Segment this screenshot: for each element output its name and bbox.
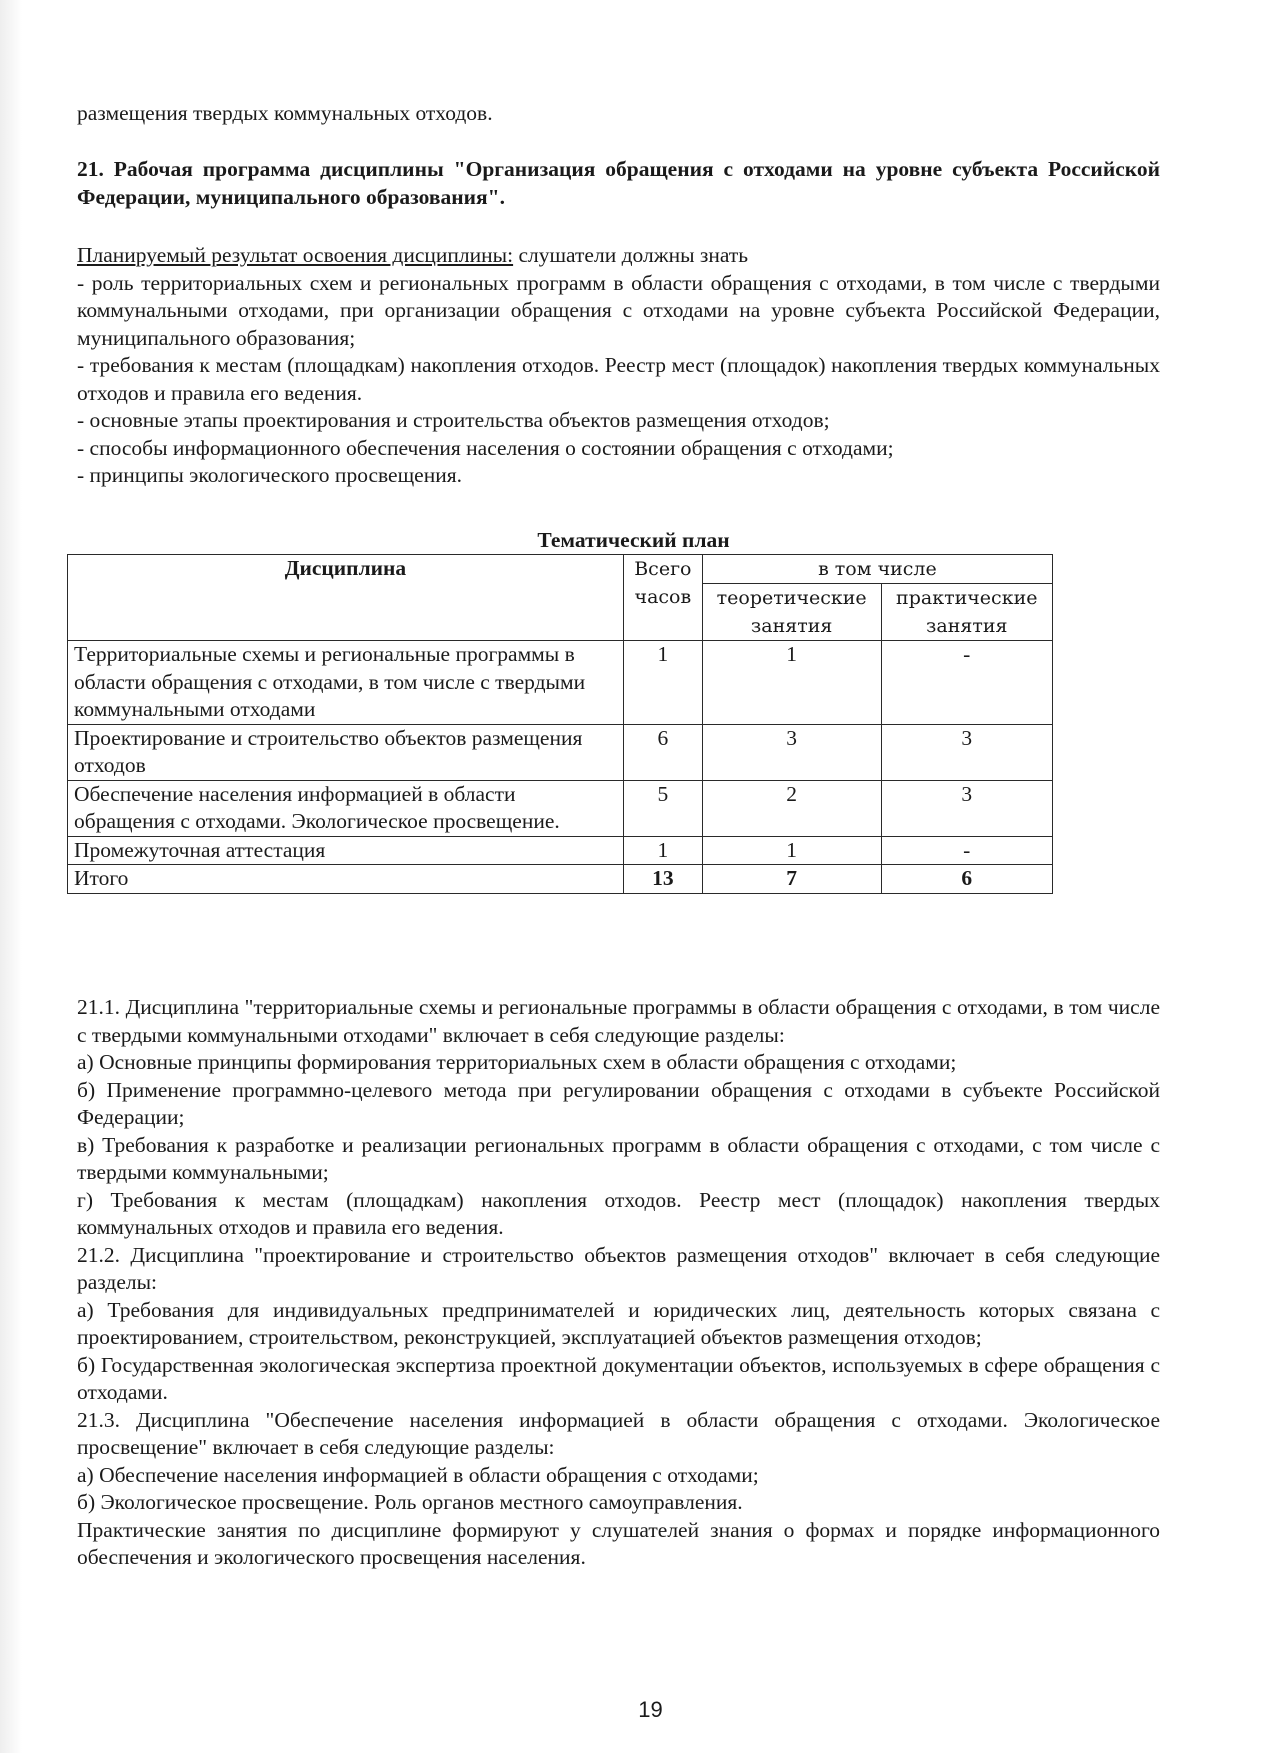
- total-practice-hours: 6: [881, 865, 1052, 894]
- row-theory-hours: 1: [702, 836, 881, 865]
- header-total-line2: часов: [634, 586, 692, 608]
- row-practice-hours: -: [881, 836, 1052, 865]
- table-header-row: [68, 555, 1053, 584]
- header-theory: [702, 584, 881, 641]
- header-total-line1: Всего: [634, 558, 692, 580]
- table-row: [68, 724, 1053, 780]
- row-practice-hours: 3: [881, 780, 1052, 836]
- section-paragraph: 21.3. Дисциплина "Обеспечение населения информацией в области обращения с отходами. Экологическое просвещение" включает в себя следующие разделы:: [77, 1407, 1160, 1459]
- total-hours: 13: [623, 865, 702, 894]
- row-practice-hours: -: [881, 641, 1052, 725]
- section-paragraph: б) Государственная экологическая экспертиза проектной документации объектов, используемых в сфере обращения с отходами.: [77, 1352, 1160, 1404]
- scan-edge-shadow: [0, 0, 22, 1753]
- row-discipline-name: Обеспечение населения информацией в области обращения с отходами. Экологическое просвещение.: [68, 780, 624, 836]
- outcomes-lead-underlined: Планируемый результат освоения дисциплины:: [77, 243, 514, 267]
- outcomes-lead: [77, 242, 1160, 270]
- total-label: Итого: [68, 865, 624, 894]
- section-paragraph: г) Требования к местам (площадкам) накопления отходов. Реестр мест (площадок) накопления твердых коммунальных отходов и правила его ведения.: [77, 1187, 1160, 1239]
- row-discipline-name: Проектирование и строительство объектов размещения отходов: [68, 724, 624, 780]
- learning-outcomes: [77, 242, 1160, 490]
- section-paragraph: 21.2. Дисциплина "проектирование и строительство объектов размещения отходов" включает в себя следующие разделы:: [77, 1242, 1160, 1294]
- continuation-line: размещения твердых коммунальных отходов.: [77, 101, 493, 125]
- section-paragraph: б) Экологическое просвещение. Роль органов местного самоуправления.: [77, 1490, 743, 1514]
- outcome-item: - принципы экологического просвещения.: [77, 463, 462, 487]
- header-discipline: Дисциплина: [68, 555, 624, 641]
- row-total-hours: 1: [623, 641, 702, 725]
- thematic-plan-title: Тематический план: [537, 528, 730, 552]
- row-theory-hours: 1: [702, 641, 881, 725]
- row-total-hours: 1: [623, 836, 702, 865]
- page-number-text: 19: [638, 1697, 663, 1722]
- table-row: [68, 780, 1053, 836]
- outcomes-lead-rest: слушатели должны знать: [513, 243, 749, 267]
- row-practice-hours: 3: [881, 724, 1052, 780]
- outcome-item: - требования к местам (площадкам) накопления отходов. Реестр мест (площадок) накопления твердых коммунальных отходов и правила его ведения.: [77, 353, 1160, 405]
- header-total-hours: [623, 555, 702, 641]
- section-paragraph: Практические занятия по дисциплине формируют у слушателей знания о формах и порядке информационного обеспечения и экологического просвещения населения.: [77, 1517, 1160, 1569]
- section-heading: 21. Рабочая программа дисциплины "Организация обращения с отходами на уровне субъекта Российской Федерации, муниципального образования".: [77, 157, 1160, 209]
- outcome-item: - роль территориальных схем и региональных программ в области обращения с отходами, в том числе с твердыми коммунальными отходами, при организации обращения с отходами на уровне субъекта Российской Федерации, муниципального образования;: [77, 270, 1160, 350]
- row-discipline-name: Территориальные схемы и региональные программы в области обращения с отходами, в том числе с твердыми коммунальными отходами: [68, 641, 624, 725]
- section-paragraph: а) Обеспечение населения информацией в области обращения с отходами;: [77, 1462, 759, 1487]
- section-paragraph: а) Основные принципы формирования территориальных схем в области обращения с отходами;: [77, 1050, 957, 1074]
- header-including: в том числе: [702, 555, 1052, 584]
- total-theory-hours: 7: [702, 865, 881, 894]
- header-practice: [881, 584, 1052, 641]
- page-number: [77, 1696, 1160, 1724]
- table-row: [68, 836, 1053, 865]
- section-paragraph: в) Требования к разработке и реализации региональных программ в области обращения с отходами, с том числе с твердыми коммунальными;: [77, 1132, 1160, 1184]
- row-theory-hours: 3: [702, 724, 881, 780]
- outcome-item: - способы информационного обеспечения населения о состоянии обращения с отходами;: [77, 435, 894, 460]
- header-practice-line1: практические: [896, 587, 1038, 609]
- row-total-hours: 6: [623, 724, 702, 780]
- discipline-sections: [77, 994, 1160, 1572]
- thematic-plan-table: [67, 554, 1053, 894]
- table-total-row: [68, 865, 1053, 894]
- outcome-item: - основные этапы проектирования и строительства объектов размещения отходов;: [77, 408, 830, 432]
- section-paragraph: 21.1. Дисциплина "территориальные схемы и региональные программы в области обращения с отходами, в том числе с твердыми коммунальными отходами" включает в себя следующие разделы:: [77, 995, 1160, 1047]
- row-discipline-name: Промежуточная аттестация: [68, 836, 624, 865]
- table-row: [68, 641, 1053, 725]
- header-theory-line2: занятия: [750, 615, 833, 637]
- header-practice-line2: занятия: [926, 615, 1008, 637]
- header-theory-line1: теоретические: [716, 587, 867, 609]
- section-paragraph: а) Требования для индивидуальных предпринимателей и юридических лиц, деятельность которых связана с проектированием, строительством, реконструкцией, эксплуатацией объектов размещения отходов;: [77, 1297, 1160, 1349]
- row-theory-hours: 2: [702, 780, 881, 836]
- section-paragraph: б) Применение программно-целевого метода при регулировании обращения с отходами в субъекте Российской Федерации;: [77, 1077, 1160, 1129]
- row-total-hours: 5: [623, 780, 702, 836]
